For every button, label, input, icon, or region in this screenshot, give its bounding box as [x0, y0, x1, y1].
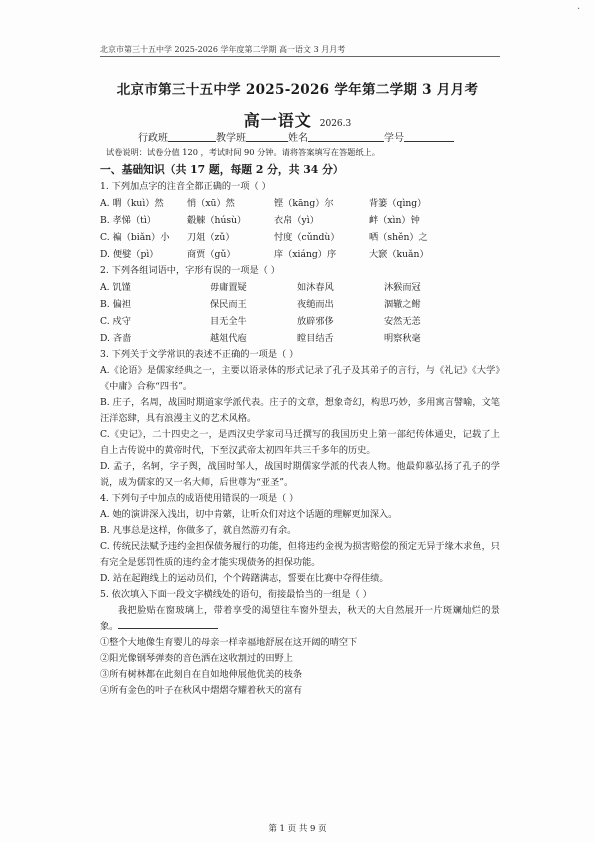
section-heading: 一、基础知识（共 17 题，每题 2 分，共 34 分） [100, 163, 344, 176]
q2-option: D. 吝啬 [100, 333, 132, 344]
q4-option-a: A. 她的演讲深入浅出，切中肯綮，让听众们对这个话题的理解更加深入。 [100, 509, 398, 520]
student-id-blank [404, 131, 454, 142]
q2-option: A. 饥馑 [100, 282, 131, 293]
q2-option: 保民而王 [210, 299, 247, 310]
question-1-stem: 1. 下列加点字的注音全都正确的一项（ ） [100, 181, 271, 192]
q1-option: 觳觫（húsù） [187, 215, 247, 226]
q3-option-a: A.《论语》是儒家经典之一，主要以语录体的形式记录了孔子及其弟子的言行，与《礼记》《大学》《中庸》合称“四书”。 [100, 365, 500, 392]
student-id-label: 学号 [384, 133, 404, 144]
subject-title: 高一语文 [243, 111, 312, 130]
q1-option: 庠（xiáng）序 [274, 249, 337, 260]
q4-option-b: B. 凡事总是这样，你做多了，就自然游刃有余。 [100, 525, 297, 536]
q5-sentence-1: ①整个大地像生育婴儿的母亲一样幸福地舒展在这开阔的晴空下 [100, 637, 358, 648]
q2-option: C. 戍守 [100, 316, 131, 327]
q1-option: 大窾（kuǎn） [369, 249, 429, 260]
q2-option: 夜缒而出 [297, 299, 334, 310]
admin-class-blank [168, 131, 216, 142]
q3-option-b: B. 庄子，名周，战国时期道家学派代表。庄子的文章，想象奇幻，构思巧妙，多用寓言譬喻，文笔汪洋恣肆，具有浪漫主义的艺术风格。 [100, 397, 500, 424]
q1-option: 悄（xū）然 [187, 198, 235, 209]
q4-option-d: D. 站在起跑线上的运动员们，个个踌躇满志，誓要在比赛中夺得佳绩。 [100, 573, 389, 584]
q1-option: 背篓（qìng） [369, 198, 427, 209]
q2-option: 明察秋毫 [384, 333, 421, 344]
running-header: 北京市第三十五中学 2025-2026 学年度第二学期 高一语文 3 月月考 [100, 45, 346, 54]
subject-line [0, 108, 595, 131]
q1-option: B. 孝悌（tì） [100, 215, 156, 226]
q5-fill-blank [118, 619, 218, 629]
question-2-stem: 2. 下列各组词语中，字形有误的一项是（ ） [100, 265, 280, 276]
q5-sentence-2: ②阳光像钢琴弹奏的音色洒在这收割过的田野上 [100, 653, 293, 664]
question-1-options [100, 195, 500, 263]
exam-title: 北京市第三十五中学 2025-2026 学年第二学期 3 月月考 [116, 82, 479, 98]
q2-option: 瞠目结舌 [297, 333, 334, 344]
q3-option-d: D. 孟子，名轲，字子舆，战国时邹人，战国时期儒家学派的代表人物。他最仰慕弘扬了孔子的学说，成为儒家的又一名大师，后世尊为“亚圣”。 [100, 461, 500, 488]
q5-sentence-3: ③所有树林都在此刻自在自如地伸展他优美的枝条 [100, 669, 303, 680]
q4-option-c: C. 传统民法赋予违约金担保债务履行的功能，但将违约金视为损害赔偿的预定无异于缘木求鱼，只有完全是惩罚性质的违约金才能实现债务的担保功能。 [100, 541, 500, 568]
name-blank [308, 131, 384, 142]
student-info-line [138, 129, 454, 144]
exam-date: 2026.3 [319, 119, 352, 129]
q1-option: 衣帛（yì） [274, 215, 319, 226]
q1-option: A. 喟（kuì）然 [100, 198, 164, 209]
admin-class-label: 行政班 [138, 133, 168, 144]
q2-option: 安然无恙 [384, 316, 421, 327]
q2-option: 目无全牛 [210, 316, 247, 327]
question-2-options [100, 279, 500, 347]
q2-option: 沐猴而冠 [384, 282, 421, 293]
q1-option: 忖度（cǔndù） [274, 232, 340, 243]
teaching-class-blank [246, 131, 288, 142]
q5-sentence-4: ④所有金色的叶子在秋风中熠熠夺耀着秋天的富有 [100, 685, 303, 696]
q2-option: 毋庸置疑 [210, 282, 247, 293]
q1-option: D. 便嬖（pì） [100, 249, 159, 260]
q2-option: 涸辙之鲋 [384, 299, 421, 310]
q2-option: 越俎代庖 [210, 333, 247, 344]
q1-option: 商贾（gǔ） [187, 249, 236, 260]
corner-mark: · [577, 4, 581, 15]
q1-option: 哂（shěn）之 [369, 232, 428, 243]
header-rule [100, 56, 500, 57]
q1-option: 刀俎（zǔ） [187, 232, 235, 243]
q3-option-c: C.《史记》，二十四史之一，是西汉史学家司马迁撰写的我国历史上第一部纪传体通史，记载了上自上古传说中的黄帝时代，下至汉武帝太初四年共三千多年的历史。 [100, 429, 500, 456]
name-label: 姓名 [288, 133, 308, 144]
q5-passage [100, 603, 500, 635]
q2-option: 放辟邪侈 [297, 316, 334, 327]
question-5-stem: 5. 依次填入下面一段文字横线处的语句，衔接最恰当的一组是（ ） [100, 589, 372, 600]
q2-option: 如沐春风 [297, 282, 334, 293]
exam-notice: 试卷说明：试卷分值 120 ，考试时间 90 分钟。请将答案填写在答题纸上。 [106, 147, 380, 157]
page-footer: 第 1 页 共 9 页 [268, 824, 327, 834]
q2-option: B. 偏袒 [100, 299, 131, 310]
teaching-class-label: 教学班 [216, 133, 246, 144]
q1-option: 铿（kāng）尔 [274, 198, 334, 209]
q5-passage-text: 我把脸贴在窗玻璃上，带着享受的渴望往车窗外望去，秋天的大自然展开一片斑斓灿烂的景象。 [100, 605, 500, 632]
question-body [100, 161, 500, 699]
q1-option: C. 褊（biǎn）小 [100, 232, 170, 243]
q1-option: 衅（xìn）钟 [369, 215, 420, 226]
question-3-stem: 3. 下列关于文学常识的表述不正确的一项是（ ） [100, 349, 299, 360]
question-4-stem: 4. 下列句子中加点的成语使用错误的一项是（ ） [100, 493, 299, 504]
